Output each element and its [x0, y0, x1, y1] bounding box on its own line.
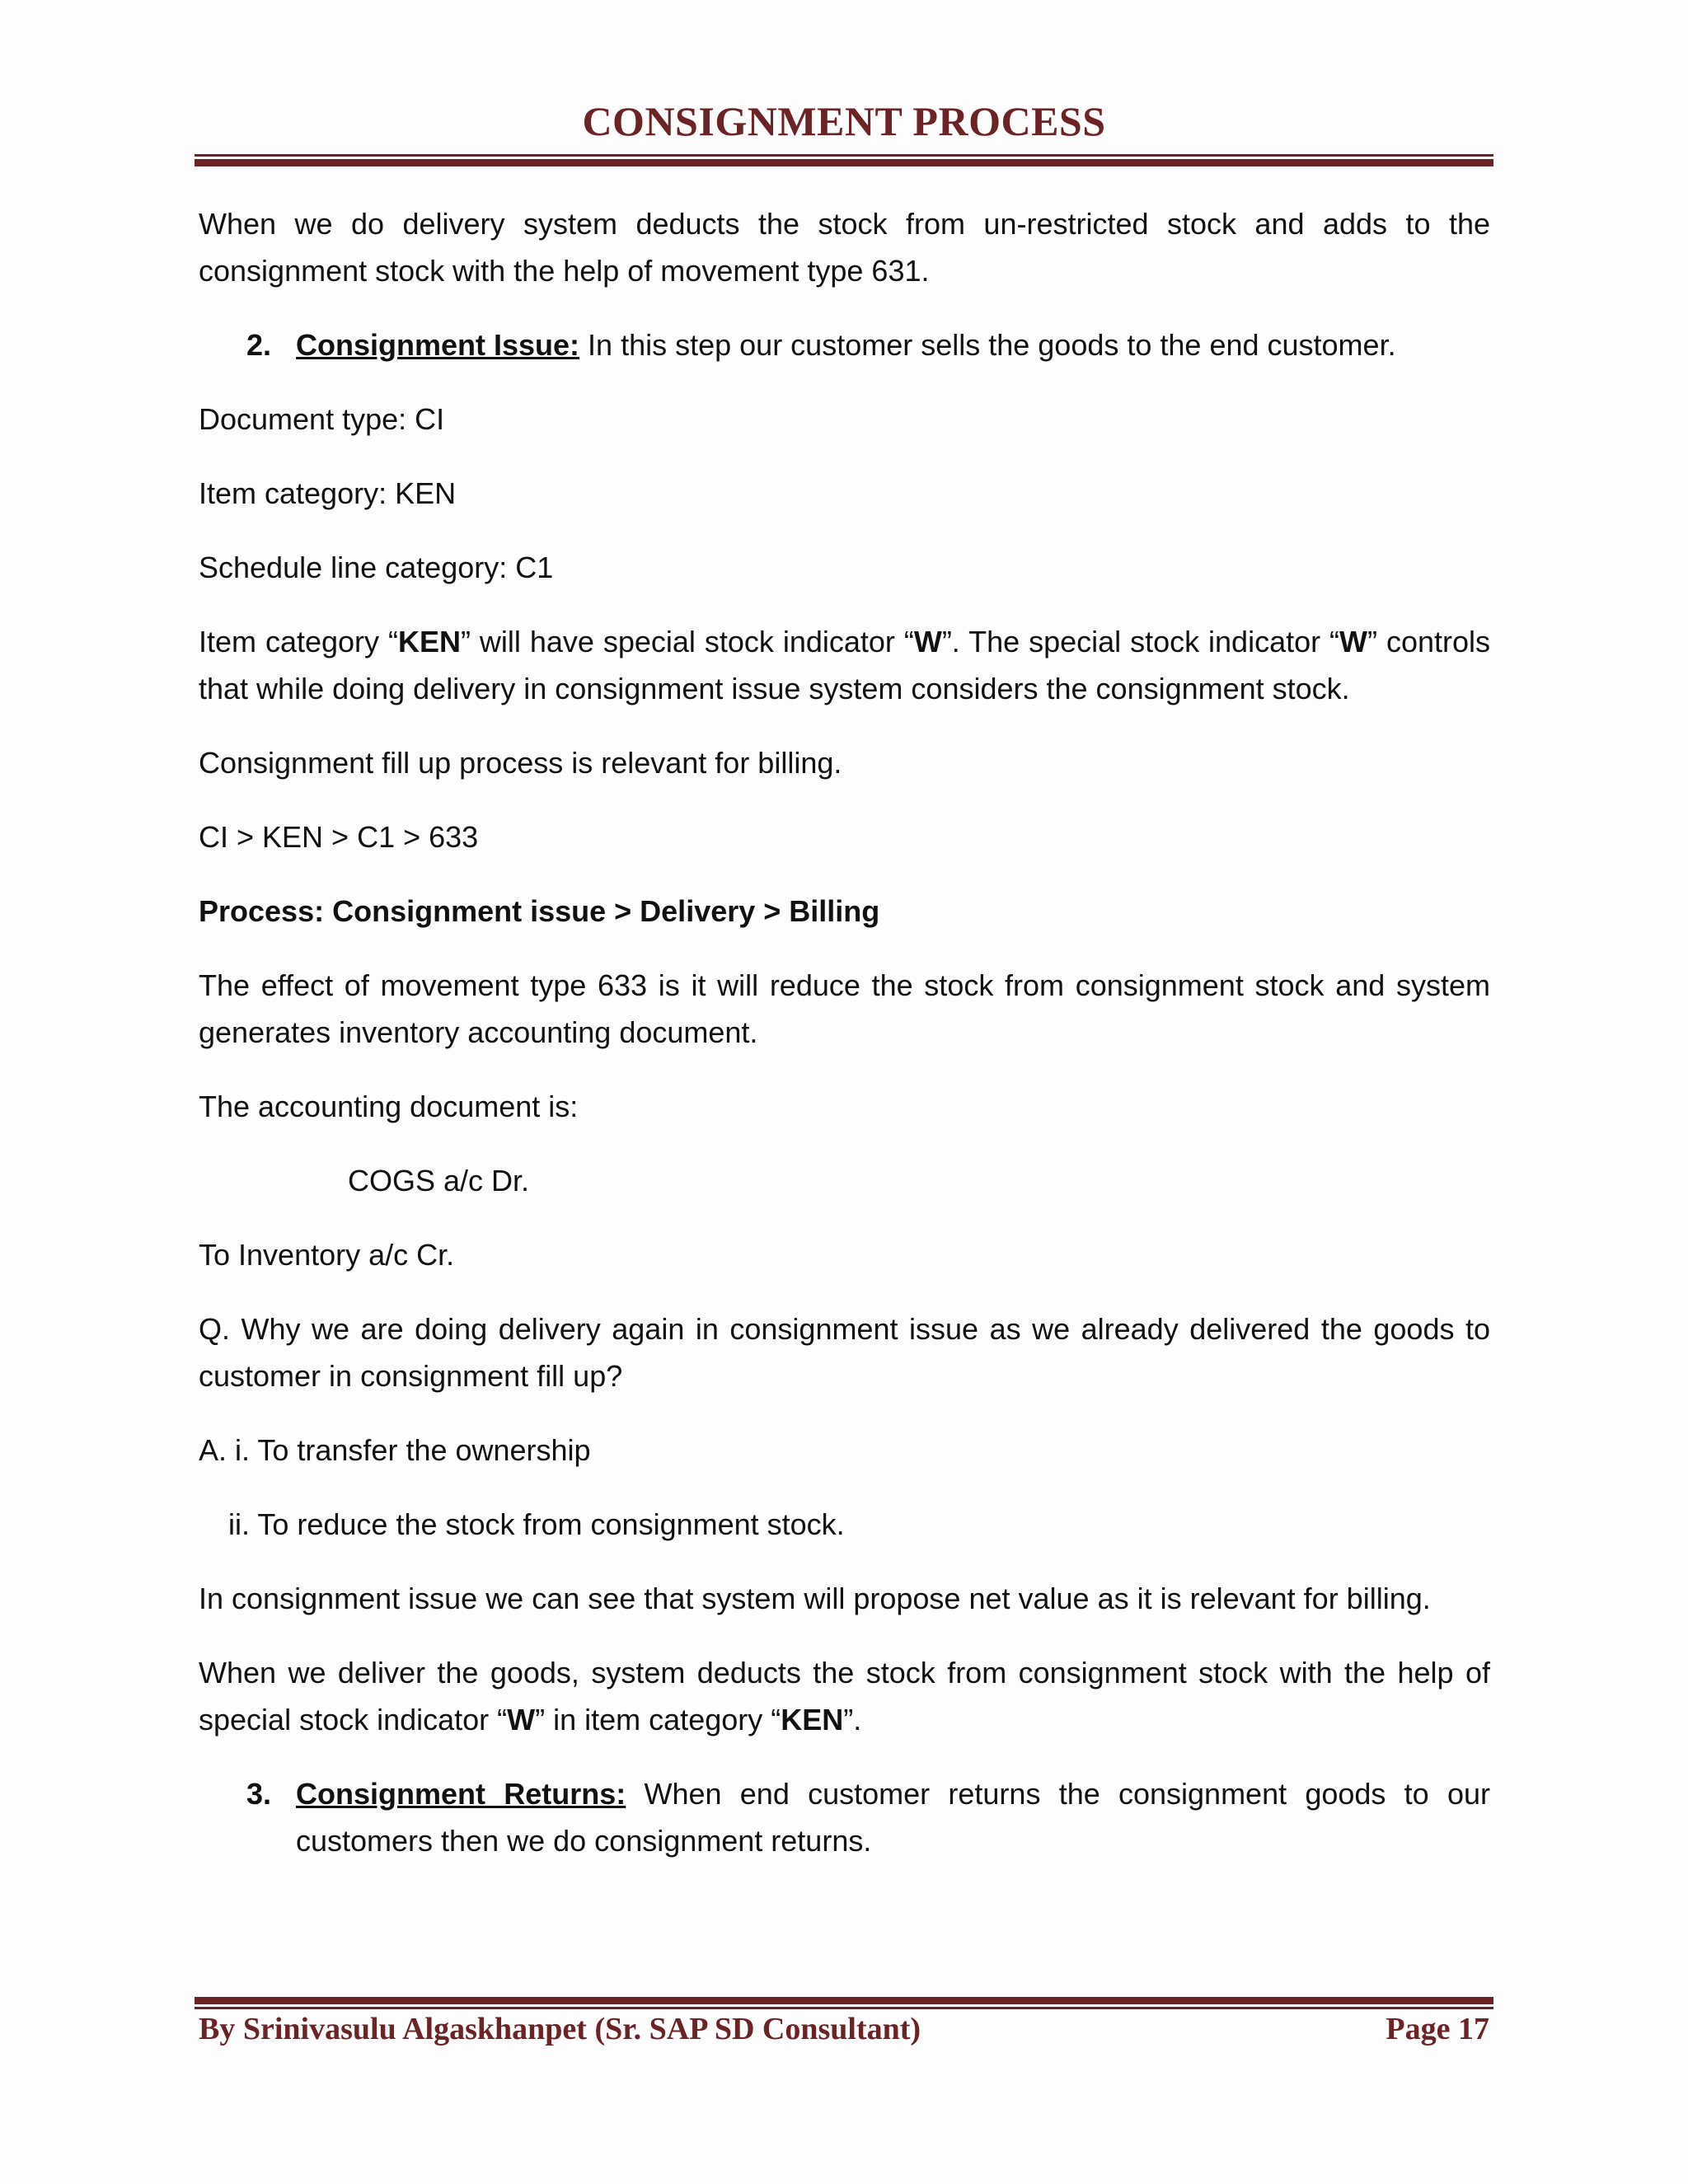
footer-author: By Srinivasulu Algaskhanpet (Sr. SAP SD Consultant) — [199, 2012, 921, 2046]
list-item-heading: Consignment Issue: — [296, 328, 580, 362]
paragraph-process: Process: Consignment issue > Delivery > Billing — [199, 894, 880, 928]
paragraph-net-value: In consignment issue we can see that system will propose net value as it is relevant for billing. — [199, 1582, 1431, 1615]
list-item-text — [296, 1770, 1490, 1864]
paragraph-effect-633: The effect of movement type 633 is it will reduce the stock from consignment stock and system generates inventory accounting document. — [199, 968, 1490, 1049]
page-title: CONSIGNMENT PROCESS — [582, 98, 1106, 144]
bold-run: KEN — [397, 625, 461, 658]
list-item-consignment-issue — [199, 321, 1490, 368]
list-number: 3. — [246, 1777, 272, 1811]
bold-run: W — [507, 1703, 536, 1736]
paragraph-accounting-document: The accounting document is: — [199, 1090, 579, 1123]
header-rule-thick — [195, 159, 1493, 166]
paragraph-document-type: Document type: CI — [199, 402, 445, 436]
text-run: ” controls that while doing delivery in consignment issue system considers the consignment stock. — [199, 625, 1491, 705]
text-run: ”. — [843, 1703, 862, 1736]
paragraph-answer-2: ii. To reduce the stock from consignment stock. — [228, 1507, 845, 1541]
paragraph-deliver-goods — [199, 1649, 1490, 1743]
list-item-body: In this step our customer sells the goods to the end customer. — [579, 328, 1396, 362]
list-item-consignment-returns — [199, 1770, 1490, 1864]
paragraph-schedule-line: Schedule line category: C1 — [199, 551, 554, 584]
paragraph-fillup-billing: Consignment fill up process is relevant for billing. — [199, 746, 842, 780]
header-rule-thin — [195, 154, 1493, 157]
list-number: 2. — [246, 328, 272, 362]
bold-run: W — [913, 625, 942, 658]
paragraph-delivery-631: When we do delivery system deducts the stock from un-restricted stock and adds to the consignment stock with the help of movement type 631. — [199, 207, 1490, 288]
paragraph-item-category: Item category: KEN — [199, 476, 457, 510]
paragraph-ken-indicator — [199, 618, 1490, 712]
text-run: Item category “ — [199, 625, 398, 658]
paragraph-chain: CI > KEN > C1 > 633 — [199, 820, 479, 854]
list-item-text — [296, 321, 1490, 368]
list-item-heading: Consignment Returns: — [296, 1777, 626, 1811]
bold-run: W — [1339, 625, 1368, 658]
paragraph-cogs: COGS a/c Dr. — [348, 1164, 530, 1197]
text-run: ”. The special stock indicator “ — [941, 625, 1340, 658]
bold-run: KEN — [781, 1703, 844, 1736]
paragraph-answer-1: A. i. To transfer the ownership — [199, 1433, 591, 1467]
body-content — [199, 200, 1490, 1891]
text-run: ” will have special stock indicator “ — [460, 625, 914, 658]
text-run: When we deliver the goods, system deducts the stock from consignment stock with the help of special stock indicator “ — [199, 1656, 1490, 1736]
footer-page-number: Page 17 — [1386, 2012, 1489, 2046]
footer-rule-thick — [195, 1997, 1493, 2004]
list-item-body: When end customer returns the consignment goods to our customers then we do consignment returns. — [296, 1777, 1490, 1858]
text-run: ” in item category “ — [535, 1703, 781, 1736]
footer-rule-thin — [195, 2007, 1493, 2009]
paragraph-question: Q. Why we are doing delivery again in consignment issue as we already delivered the goods to customer in consignment fill up? — [199, 1312, 1490, 1393]
paragraph-inventory: To Inventory a/c Cr. — [199, 1238, 455, 1272]
